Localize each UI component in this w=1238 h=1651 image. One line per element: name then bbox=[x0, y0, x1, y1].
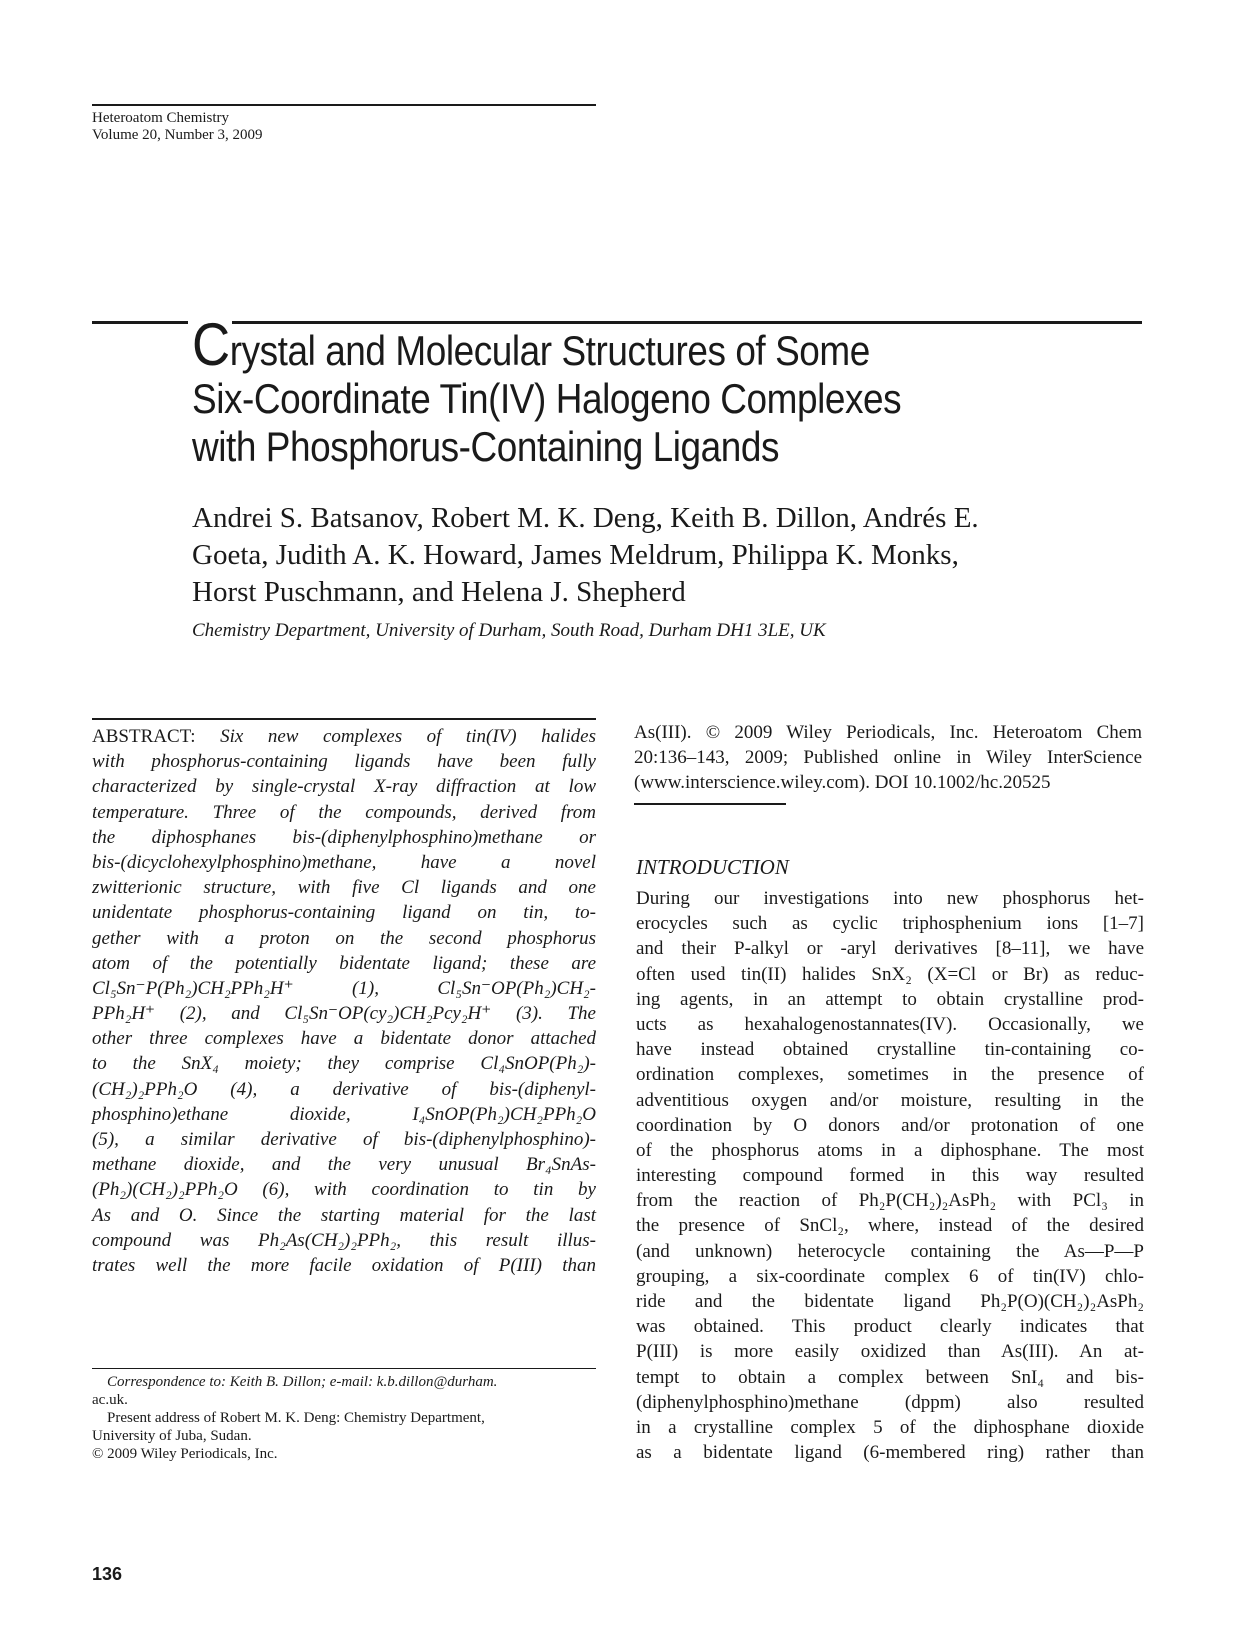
abstract-line: As and O. Since the starting material for the last bbox=[92, 1204, 596, 1226]
copyright-line: (www.interscience.wiley.com). DOI 10.1002/hc.20525 bbox=[634, 772, 1051, 794]
abstract-line: methane dioxide, and the very unusual Br₄SnAs- bbox=[92, 1154, 596, 1176]
abstract bbox=[92, 724, 596, 1278]
abstract-line bbox=[92, 724, 596, 749]
intro-line: During our investigations into new phosphorus het- bbox=[636, 888, 1144, 909]
abstract-line: trates well the more facile oxidation of P(III) than bbox=[92, 1254, 596, 1276]
copyright-line: 20:136–143, 2009; Published online in Wiley InterScience bbox=[634, 747, 1142, 769]
footnote-correspondence bbox=[92, 1373, 596, 1391]
intro-line: grouping, a six-coordinate complex 6 of tin(IV) chlo- bbox=[636, 1265, 1144, 1287]
abstract-line: PPh₂H⁺ (2), and Cl₅Sn⁻OP(cy₂)CH₂Pcy₂H⁺ (3). The bbox=[92, 1003, 596, 1025]
title-rule-right bbox=[232, 321, 1142, 324]
authors-line-2: Goeta, Judith A. K. Howard, James Meldrum, Philippa K. Monks, bbox=[192, 539, 959, 571]
abstract-line: Cl₅Sn⁻P(Ph₂)CH₂PPh₂H⁺ (1), Cl₅Sn⁻OP(Ph₂)CH₂- bbox=[92, 977, 596, 999]
volume-info: Volume 20, Number 3, 2009 bbox=[92, 127, 263, 143]
intro-line: ing agents, in an attempt to obtain crystalline prod- bbox=[636, 988, 1144, 1010]
author-list bbox=[192, 500, 1112, 611]
intro-line: of the phosphorus atoms in a diphosphane. The most bbox=[636, 1139, 1144, 1161]
abstract-line: (CH₂)₂PPh₂O (4), a derivative of bis-(diphenyl- bbox=[92, 1078, 596, 1100]
authors-line-3: Horst Puschmann, and Helena J. Shepherd bbox=[192, 576, 686, 608]
intro-line: tempt to obtain a complex between SnI₄ and bis- bbox=[636, 1366, 1144, 1388]
copyright-rule bbox=[634, 803, 786, 805]
abstract-line: temperature. Three of the compounds, derived from bbox=[92, 801, 596, 823]
footnote-line: Present address of Robert M. K. Deng: Chemistry Department, bbox=[107, 1410, 485, 1426]
intro-line: as a bidentate ligand (6-membered ring) rather than bbox=[636, 1442, 1144, 1464]
journal-header bbox=[92, 110, 263, 144]
title-line-2: Six-Coordinate Tin(IV) Halogeno Complexes bbox=[192, 375, 902, 422]
intro-line: coordination by O donors and/or protonation of one bbox=[636, 1114, 1144, 1136]
introduction-body bbox=[636, 886, 1144, 1465]
intro-line: the presence of SnCl₂, where, instead of the desired bbox=[636, 1215, 1144, 1237]
footnote-line: University of Juba, Sudan. bbox=[92, 1428, 252, 1444]
abstract-line: (5), a similar derivative of bis-(diphenylphosphino)- bbox=[92, 1129, 596, 1150]
footnote-line: Correspondence to: Keith B. Dillon; e-mail: k.b.dillon@durham. bbox=[107, 1374, 498, 1390]
intro-line: interesting compound formed in this way resulted bbox=[636, 1165, 1144, 1187]
copyright-block bbox=[634, 720, 1142, 796]
footnotes bbox=[92, 1373, 596, 1463]
intro-line: adventitious oxygen and/or moisture, resulting in the bbox=[636, 1089, 1144, 1111]
abstract-rule bbox=[92, 718, 596, 720]
authors-line-1: Andrei S. Batsanov, Robert M. K. Deng, Keith B. Dillon, Andrés E. bbox=[192, 502, 979, 534]
affiliation: Chemistry Department, University of Durham, South Road, Durham DH1 3LE, UK bbox=[192, 620, 826, 641]
abstract-line: the diphosphanes bis-(diphenylphosphino)methane or bbox=[92, 826, 596, 848]
page-number: 136 bbox=[92, 1564, 123, 1584]
intro-line: ucts as hexahalogenostannates(IV). Occasionally, we bbox=[636, 1013, 1144, 1035]
intro-line: P(III) is more easily oxidized than As(III). An at- bbox=[636, 1341, 1144, 1363]
section-heading-introduction: INTRODUCTION bbox=[636, 855, 789, 879]
abstract-line: unidentate phosphorus-containing ligand on tin, to- bbox=[92, 902, 596, 924]
abstract-line: to the SnX₄ moiety; they comprise Cl₄SnOP(Ph₂)- bbox=[92, 1053, 596, 1075]
abstract-line: bis-(dicyclohexylphosphino)methane, have a novel bbox=[92, 851, 596, 873]
intro-line: from the reaction of Ph₂P(CH₂)₂AsPh₂ with PCl₃ in bbox=[636, 1190, 1144, 1212]
intro-line: erocycles such as cyclic triphosphenium ions [1–7] bbox=[636, 913, 1144, 935]
title-drop-cap: C bbox=[192, 311, 230, 378]
abstract-line: other three complexes have a bidentate donor attached bbox=[92, 1028, 596, 1050]
abstract-text: Six new complexes of tin(IV) halides bbox=[220, 726, 596, 747]
intro-line: (and unknown) heterocycle containing the As—P—P bbox=[636, 1240, 1144, 1262]
abstract-line: compound was Ph₂As(CH₂)₂PPh₂, this result illus- bbox=[92, 1229, 596, 1251]
intro-line: was obtained. This product clearly indicates that bbox=[636, 1316, 1144, 1338]
intro-line: ordination complexes, sometimes in the presence of bbox=[636, 1064, 1144, 1086]
abstract-label: ABSTRACT: bbox=[92, 726, 196, 747]
intro-line: in a crystalline complex 5 of the diphosphane dioxide bbox=[636, 1416, 1144, 1438]
abstract-line: characterized by single-crystal X-ray diffraction at low bbox=[92, 776, 596, 798]
title-rule-left bbox=[92, 321, 188, 324]
abstract-line: zwitterionic structure, with five Cl ligands and one bbox=[92, 877, 596, 899]
intro-line: and their P-alkyl or -aryl derivatives [8–11], we have bbox=[636, 938, 1144, 960]
title-line-1-rest: rystal and Molecular Structures of Some bbox=[229, 327, 870, 374]
title-line-1 bbox=[192, 311, 1037, 378]
intro-line: have instead obtained crystalline tin-containing co- bbox=[636, 1039, 1144, 1061]
abstract-line: phosphino)ethane dioxide, I₄SnOP(Ph₂)CH₂PPh₂O bbox=[92, 1103, 596, 1125]
article-title bbox=[192, 311, 1037, 471]
header-rule bbox=[92, 104, 596, 106]
abstract-line: with phosphorus-containing ligands have been fully bbox=[92, 751, 596, 773]
abstract-line: atom of the potentially bidentate ligand; these are bbox=[92, 952, 596, 974]
journal-name: Heteroatom Chemistry bbox=[92, 110, 230, 126]
intro-line: ride and the bidentate ligand Ph₂P(O)(CH₂)₂AsPh₂ bbox=[636, 1291, 1144, 1312]
footnote-rule bbox=[92, 1368, 596, 1369]
title-line-3: with Phosphorus-Containing Ligands bbox=[192, 423, 780, 470]
intro-line: often used tin(II) halides SnX₂ (X=Cl or Br) as reduc- bbox=[636, 963, 1144, 985]
footnote-copyright: © 2009 Wiley Periodicals, Inc. bbox=[92, 1446, 278, 1462]
intro-line: (diphenylphosphino)methane (dppm) also resulted bbox=[636, 1391, 1144, 1413]
copyright-line: As(III). © 2009 Wiley Periodicals, Inc. Heteroatom Chem bbox=[634, 722, 1142, 743]
abstract-line: (Ph₂)(CH₂)₂PPh₂O (6), with coordination to tin by bbox=[92, 1179, 596, 1201]
abstract-line: gether with a proton on the second phosphorus bbox=[92, 927, 596, 949]
footnote-line: ac.uk. bbox=[92, 1392, 128, 1408]
